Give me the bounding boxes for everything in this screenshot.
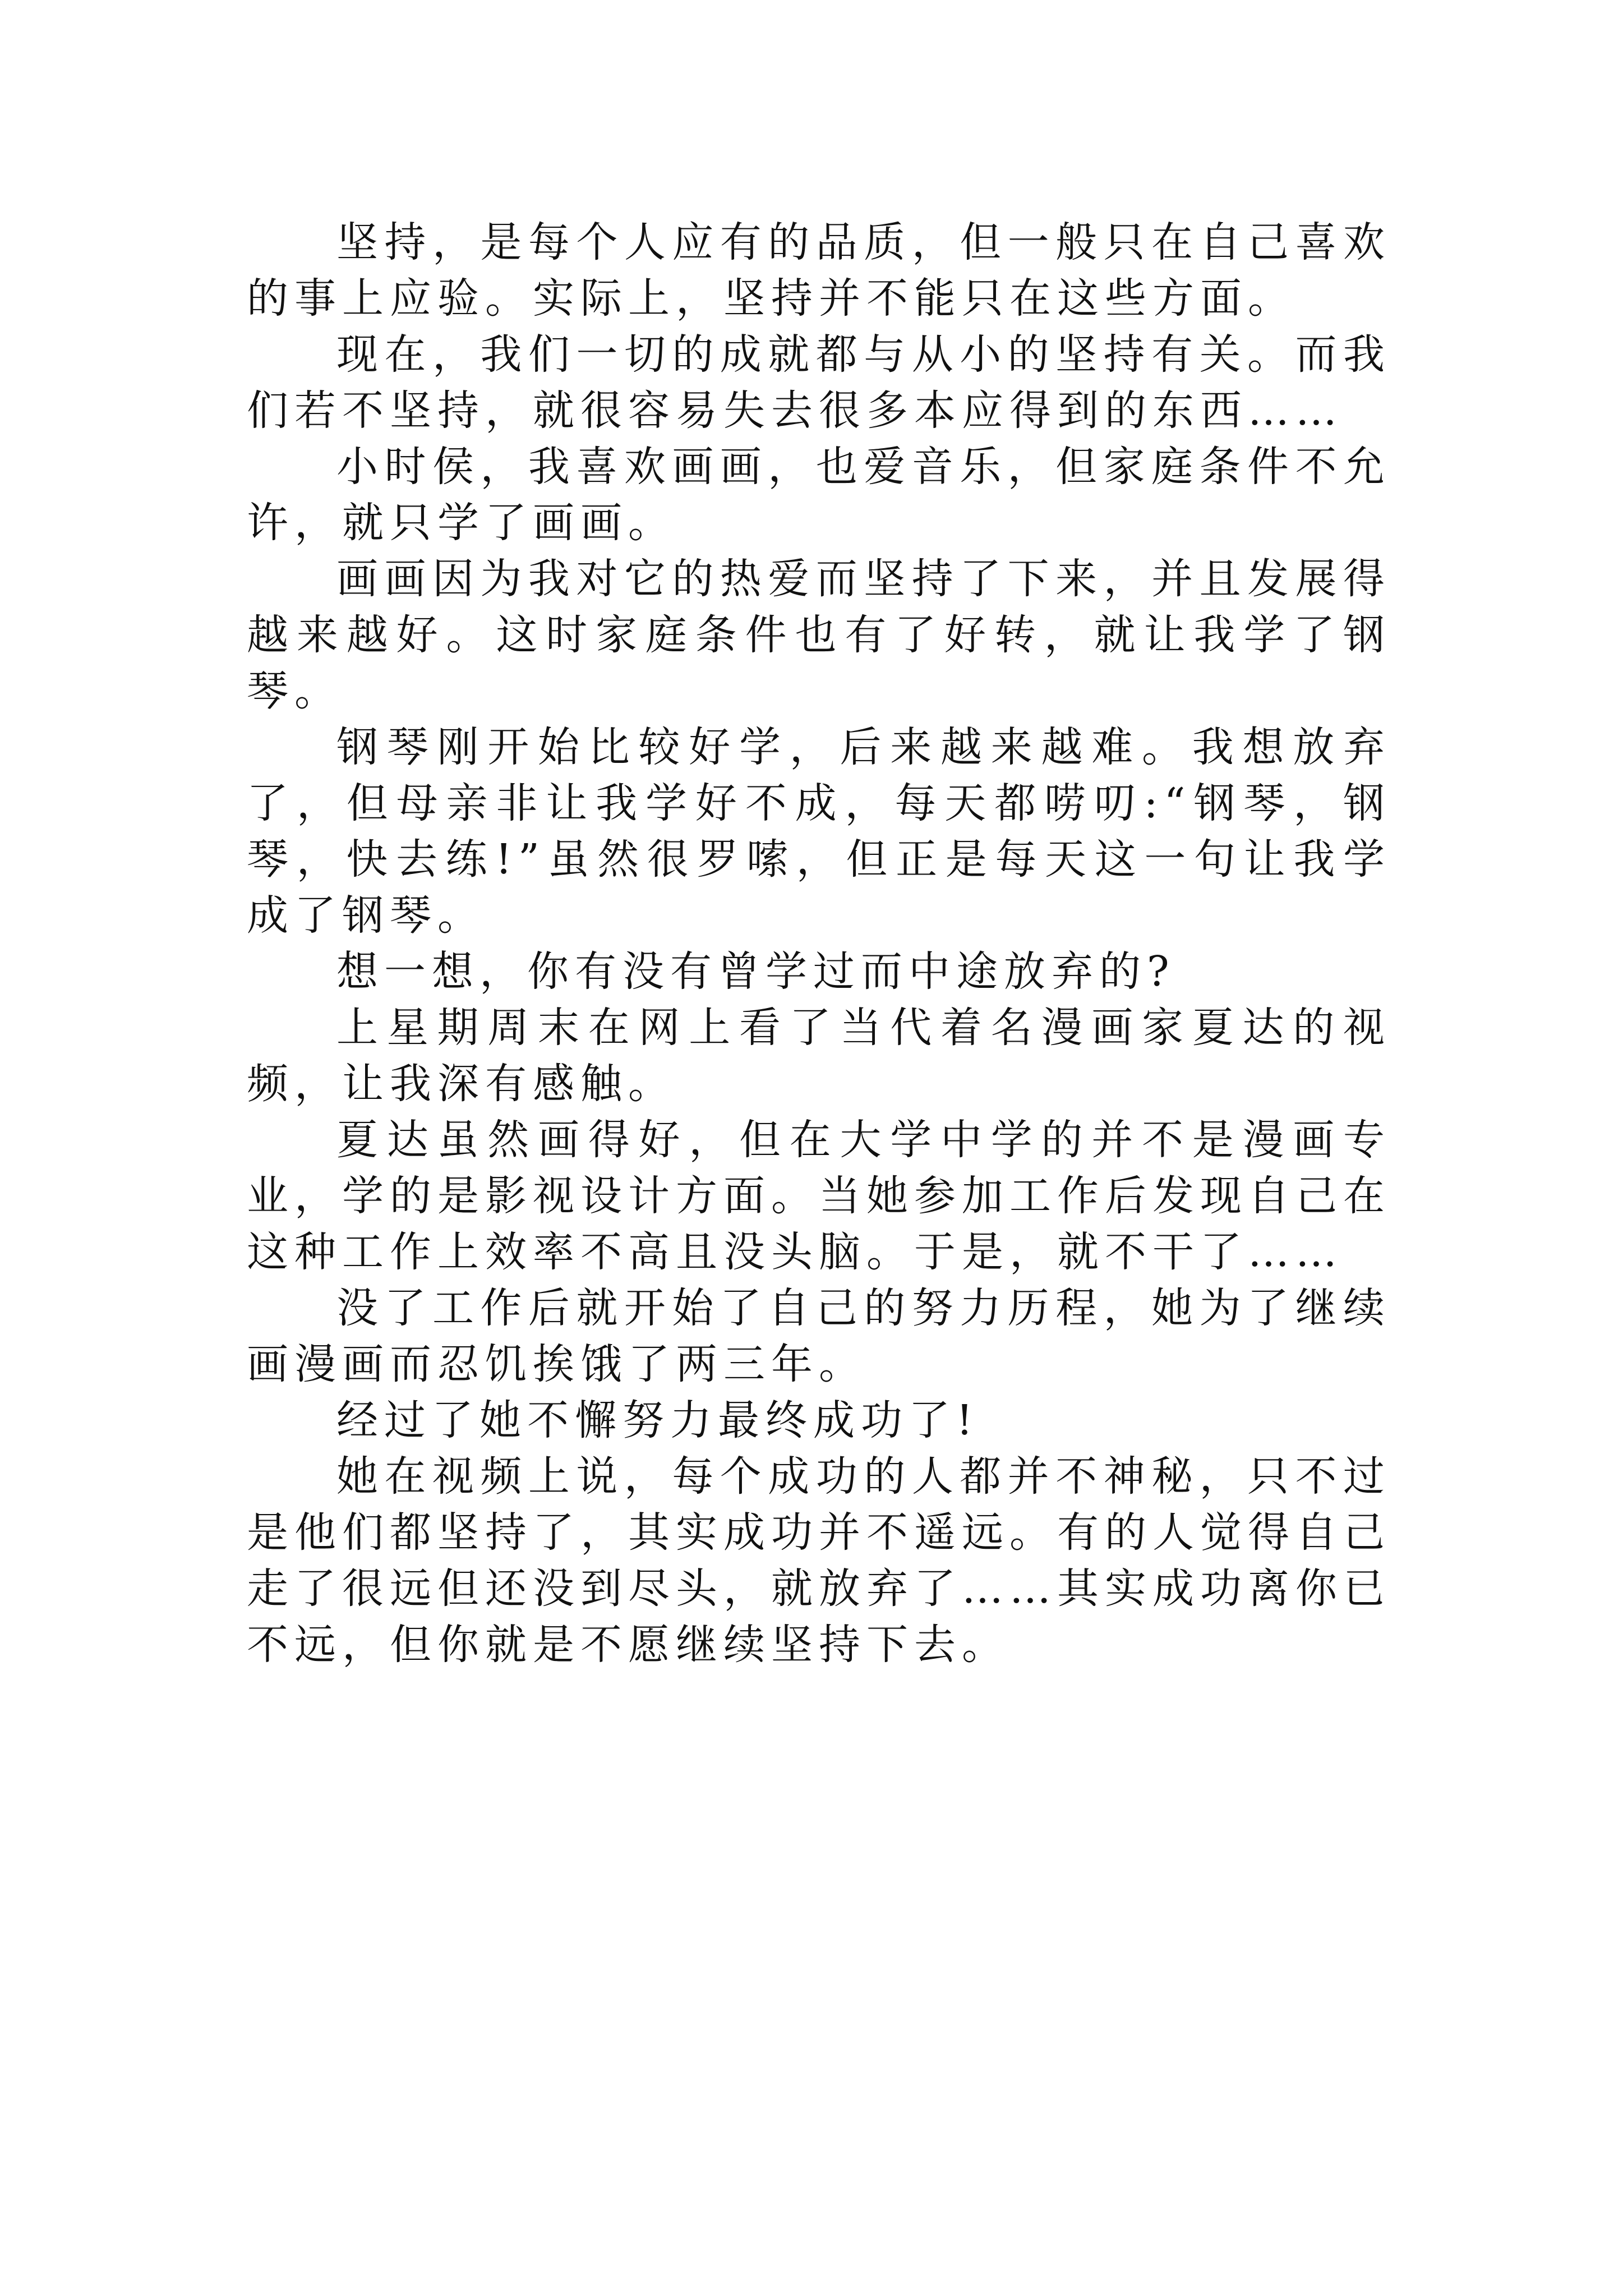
paragraph-8: 夏达虽然画得好，但在大学中学的并不是漫画专业，学的是影视设计方面。当她参加工作后发现自己在这种工作上效率不高且没头脑。于是，就不干了…… xyxy=(247,1116,1391,1276)
paragraph-1: 坚持，是每个人应有的品质，但一般只在自己喜欢的事上应验。实际上，坚持并不能只在这些方面。 xyxy=(247,218,1391,323)
paragraph-11: 她在视频上说，每个成功的人都并不神秘，只不过是他们都坚持了，其实成功并不遥远。有的人觉得自己走了很远但还没到尽头，就放弃了……其实成功离你已不远，但你就是不愿继续坚持下去。 xyxy=(247,1452,1391,1669)
paragraph-5: 钢琴刚开始比较好学，后来越来越难。我想放弃了，但母亲非让我学好不成，每天都唠叨:“钢琴，钢琴，快去练!”虽然很罗嗦，但正是每天这一句让我学成了钢琴。 xyxy=(247,723,1391,940)
document-page xyxy=(247,214,1391,1673)
paragraph-4: 画画因为我对它的热爱而坚持了下来，并且发展得越来越好。这时家庭条件也有了好转，就让我学了钢琴。 xyxy=(247,555,1391,715)
paragraph-10: 经过了她不懈努力最终成功了! xyxy=(336,1396,979,1444)
paragraph-3: 小时侯，我喜欢画画，也爱音乐，但家庭条件不允许，就只学了画画。 xyxy=(247,443,1391,547)
paragraph-9: 没了工作后就开始了自己的努力历程，她为了继续画漫画而忍饥挨饿了两三年。 xyxy=(247,1284,1391,1388)
paragraph-2: 现在，我们一切的成就都与从小的坚持有关。而我们若不坚持，就很容易失去很多本应得到的东西…… xyxy=(247,330,1391,435)
paragraph-7: 上星期周末在网上看了当代着名漫画家夏达的视频，让我深有感触。 xyxy=(247,1004,1391,1108)
paragraph-6: 想一想，你有没有曾学过而中途放弃的? xyxy=(336,947,1175,996)
